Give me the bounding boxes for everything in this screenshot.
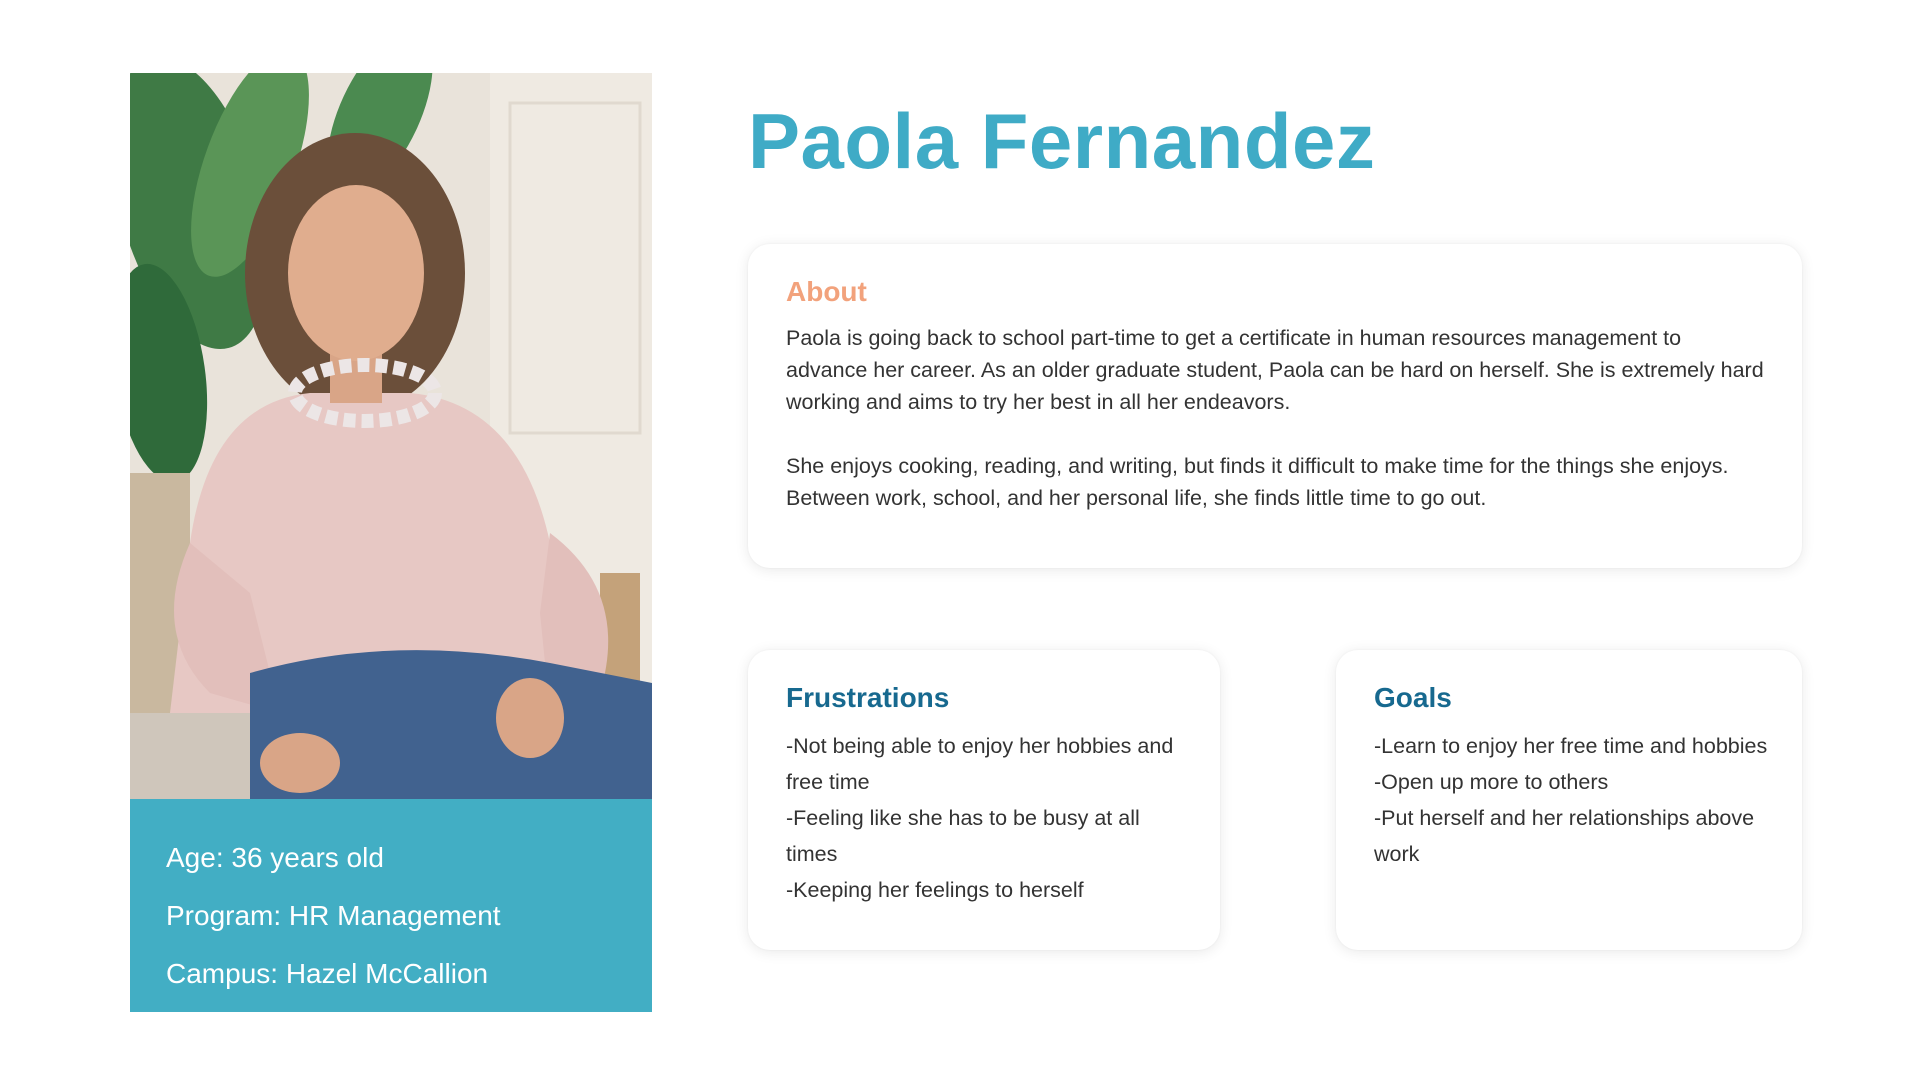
frustration-item: -Keeping her feelings to herself: [786, 878, 1084, 902]
campus-label: Campus: Hazel McCallion: [166, 958, 489, 989]
persona-info-panel: [130, 799, 652, 1012]
goals-heading: Goals: [1374, 682, 1452, 713]
goal-item: -Learn to enjoy her free time and hobbies: [1374, 734, 1768, 758]
about-card: [748, 244, 1802, 568]
goals-card: [1336, 650, 1802, 950]
persona-photo: [130, 73, 652, 799]
about-paragraph: Paola is going back to school part-time to get a certificate in human resources management to advance her career. As an older graduate student, Paola can be hard on herself. She is extremely hard working and aims to try her best in all her endeavors.: [786, 326, 1764, 414]
frustration-item: -Feeling like she has to be busy at all times: [786, 806, 1140, 866]
frustrations-card: [748, 650, 1220, 950]
profile-column: [130, 73, 652, 1012]
program-label: Program: HR Management: [166, 900, 501, 931]
about-heading: About: [786, 276, 867, 307]
goal-item: -Open up more to others: [1374, 770, 1609, 794]
persona-name: Paola Fernandez: [748, 97, 1376, 185]
persona-photo-illustration: [130, 73, 652, 799]
frustration-item: -Not being able to enjoy her hobbies and free time: [786, 734, 1174, 794]
frustrations-heading: Frustrations: [786, 682, 950, 713]
about-paragraph: She enjoys cooking, reading, and writing, but finds it difficult to make time for the things she enjoys. Between work, school, and her personal life, she finds little time to go out.: [786, 454, 1729, 510]
goal-item: -Put herself and her relationships above work: [1374, 806, 1755, 866]
age-label: Age: 36 years old: [166, 842, 384, 873]
